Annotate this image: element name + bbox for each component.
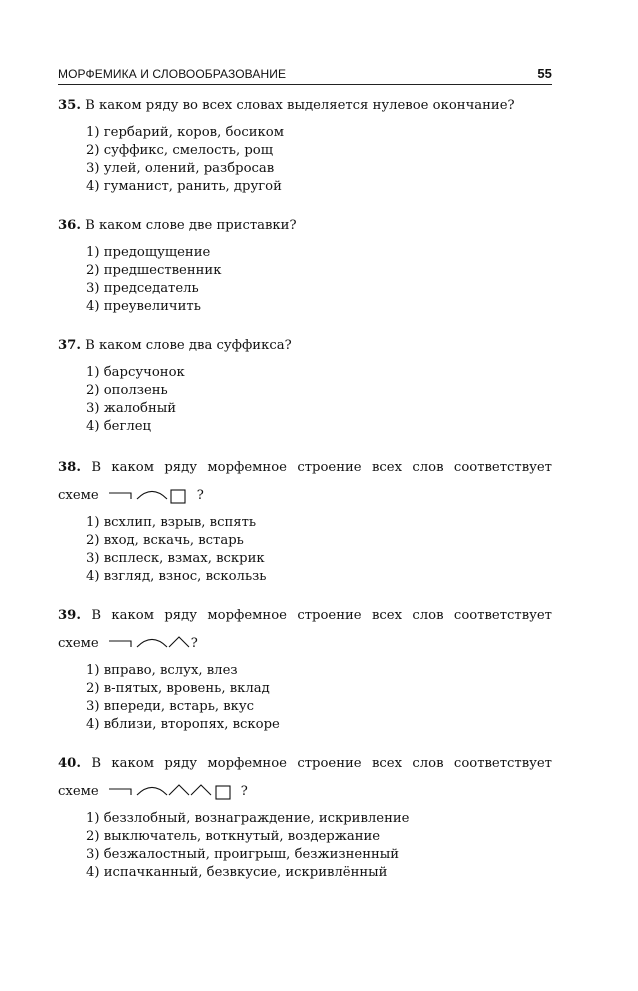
suffix-icon [169,785,189,795]
answer-option[interactable]: 1) беззлобный, вознаграждение, искривление [86,811,410,826]
answer-option[interactable]: 3) жалобный [86,401,177,416]
answer-option[interactable]: 4) гуманист, ранить, другой [86,179,282,194]
answer-option[interactable]: 3) безжалостный, проигрыш, безжизненный [86,847,400,862]
answer-option[interactable]: 1) всхлип, взрыв, вспять [86,515,257,530]
root-icon [137,492,167,500]
question-text: В каком ряду морфемное строение всех слов соответствует [91,608,552,623]
answer-option[interactable]: 1) барсучонок [86,365,185,380]
root-icon [137,640,167,648]
answer-option[interactable]: 4) преувеличить [86,299,201,314]
question-number: 40. [58,756,81,771]
morpheme-scheme [109,781,233,801]
suffix-icon [191,785,211,795]
prefix-icon [109,789,131,795]
ending-icon [171,490,185,503]
chapter-title: МОРФЕМИКА И СЛОВООБРАЗОВАНИЕ [58,67,287,81]
question-number: 36. [58,218,81,233]
answer-options [86,244,552,316]
answer-option[interactable]: 2) предшественник [86,263,222,278]
answer-option[interactable]: 2) вход, вскачь, встарь [86,533,244,548]
page [58,66,552,882]
question-40 [58,754,552,882]
answer-option[interactable]: 4) взгляд, взнос, вскользь [86,569,267,584]
question-text: В каком ряду морфемное строение всех слов соответствует [91,460,552,475]
morpheme-scheme [109,633,191,653]
question-mark: ? [240,783,248,799]
prefix-icon [109,641,131,647]
question-38 [58,458,552,586]
suffix-icon [169,637,189,647]
scheme-label: схеме [58,783,99,799]
question-35 [58,96,552,196]
question-text: В каком ряду морфемное строение всех слов соответствует [91,756,552,771]
answer-option[interactable]: 2) в-пятых, вровень, вклад [86,681,270,696]
answer-option[interactable]: 2) суффикс, смелость, рощ [86,143,273,158]
question-37 [58,336,552,436]
root-icon [137,788,167,796]
answer-option[interactable]: 3) всплеск, взмах, вскрик [86,551,265,566]
morpheme-scheme [109,485,189,505]
page-number: 55 [537,66,552,81]
scheme-line [58,781,552,801]
answer-options [86,662,552,734]
question-text: В каком ряду во всех словах выделяется нулевое окончание? [85,98,515,113]
question-mark: ? [196,487,204,503]
question-text: В каком слове две приставки? [85,218,297,233]
scheme-line [58,633,552,653]
answer-options [86,124,552,196]
question-number: 37. [58,338,81,353]
ending-icon [216,786,230,799]
question-36 [58,216,552,316]
answer-option[interactable]: 2) выключатель, воткнутый, воздержание [86,829,381,844]
answer-options [86,364,552,436]
answer-option[interactable]: 1) гербарий, коров, босиком [86,125,284,140]
answer-option[interactable]: 4) испачканный, безвкусие, искривлённый [86,865,388,880]
running-header [58,66,552,85]
answer-option[interactable]: 1) вправо, вслух, влез [86,663,238,678]
answer-option[interactable]: 2) оползень [86,383,168,398]
answer-option[interactable]: 4) вблизи, второпях, вскоре [86,717,280,732]
prefix-icon [109,493,131,499]
question-number: 35. [58,98,81,113]
answer-option[interactable]: 1) предощущение [86,245,211,260]
scheme-label: схеме [58,635,99,651]
question-number: 39. [58,608,81,623]
answer-option[interactable]: 3) председатель [86,281,199,296]
answer-options [86,514,552,586]
question-mark: ? [190,635,198,651]
question-number: 38. [58,460,81,475]
scheme-line [58,485,552,505]
answer-option[interactable]: 3) впереди, встарь, вкус [86,699,255,714]
scheme-label: схеме [58,487,99,503]
answer-options [86,810,552,882]
question-39 [58,606,552,734]
answer-option[interactable]: 3) улей, олений, разбросав [86,161,275,176]
question-text: В каком слове два суффикса? [85,338,292,353]
answer-option[interactable]: 4) беглец [86,419,152,434]
